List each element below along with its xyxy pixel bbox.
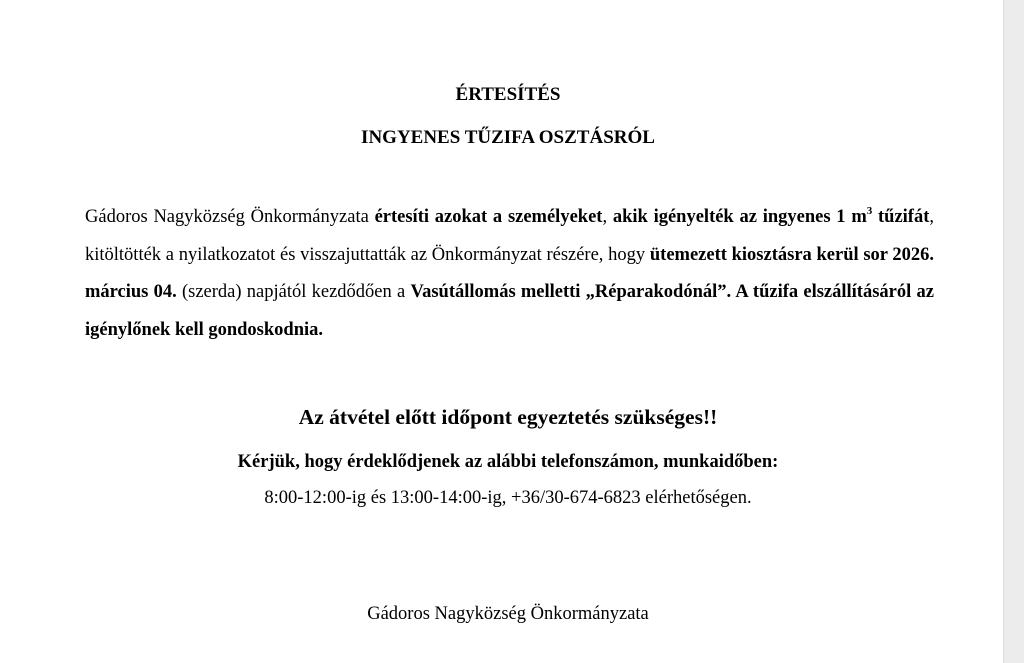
scrollbar-gutter[interactable] [1003,0,1024,663]
contact-hours-line: 8:00-12:00-ig és 13:00-14:00-ig, +36/30-674-6823 elérhetőségen. [264,488,752,508]
body-text-bold-segment: értesíti azokat a személyeket [374,207,603,227]
body-text-segment: , kitöltötték a nyilatkozatot és visszajuttatták az Önkormányzat részére, hogy [85,207,934,265]
notice-body-paragraph [85,199,934,349]
appointment-notice-heading: Az átvétel előtt időpont egyeztetés szükséges!! [298,405,718,429]
notice-subtitle: INGYENES TŰZIFA OSZTÁSRÓL [361,127,655,148]
body-text-segment: , [602,207,613,227]
body-text-bold-segment: tűzifát [872,207,930,227]
superscript-unit: 3 [866,204,873,217]
body-text-segment: (szerda) napjától kezdődően a [176,282,411,302]
body-text-segment: Gádoros Nagyközség Önkormányzata [85,207,375,227]
notice-title: ÉRTESÍTÉS [455,84,561,105]
body-text-bold-segment [612,204,930,227]
contact-request-line: Kérjük, hogy érdeklődjenek az alábbi telefonszámon, munkaidőben: [237,452,779,472]
body-text-bold-segment: akik igényelték az ingyenes 1 m [612,207,867,227]
body-text-bold-segment: ütemezett kiosztásra kerül sor 2026. március 04. [85,244,935,302]
signature-line: Gádoros Nagyközség Önkormányzata [367,604,649,624]
body-text-bold-segment: Vasútállomás melletti „Réparakodónál”. A tűzifa elszállításáról az igénylőnek kell gondoskodnia. [85,282,934,340]
